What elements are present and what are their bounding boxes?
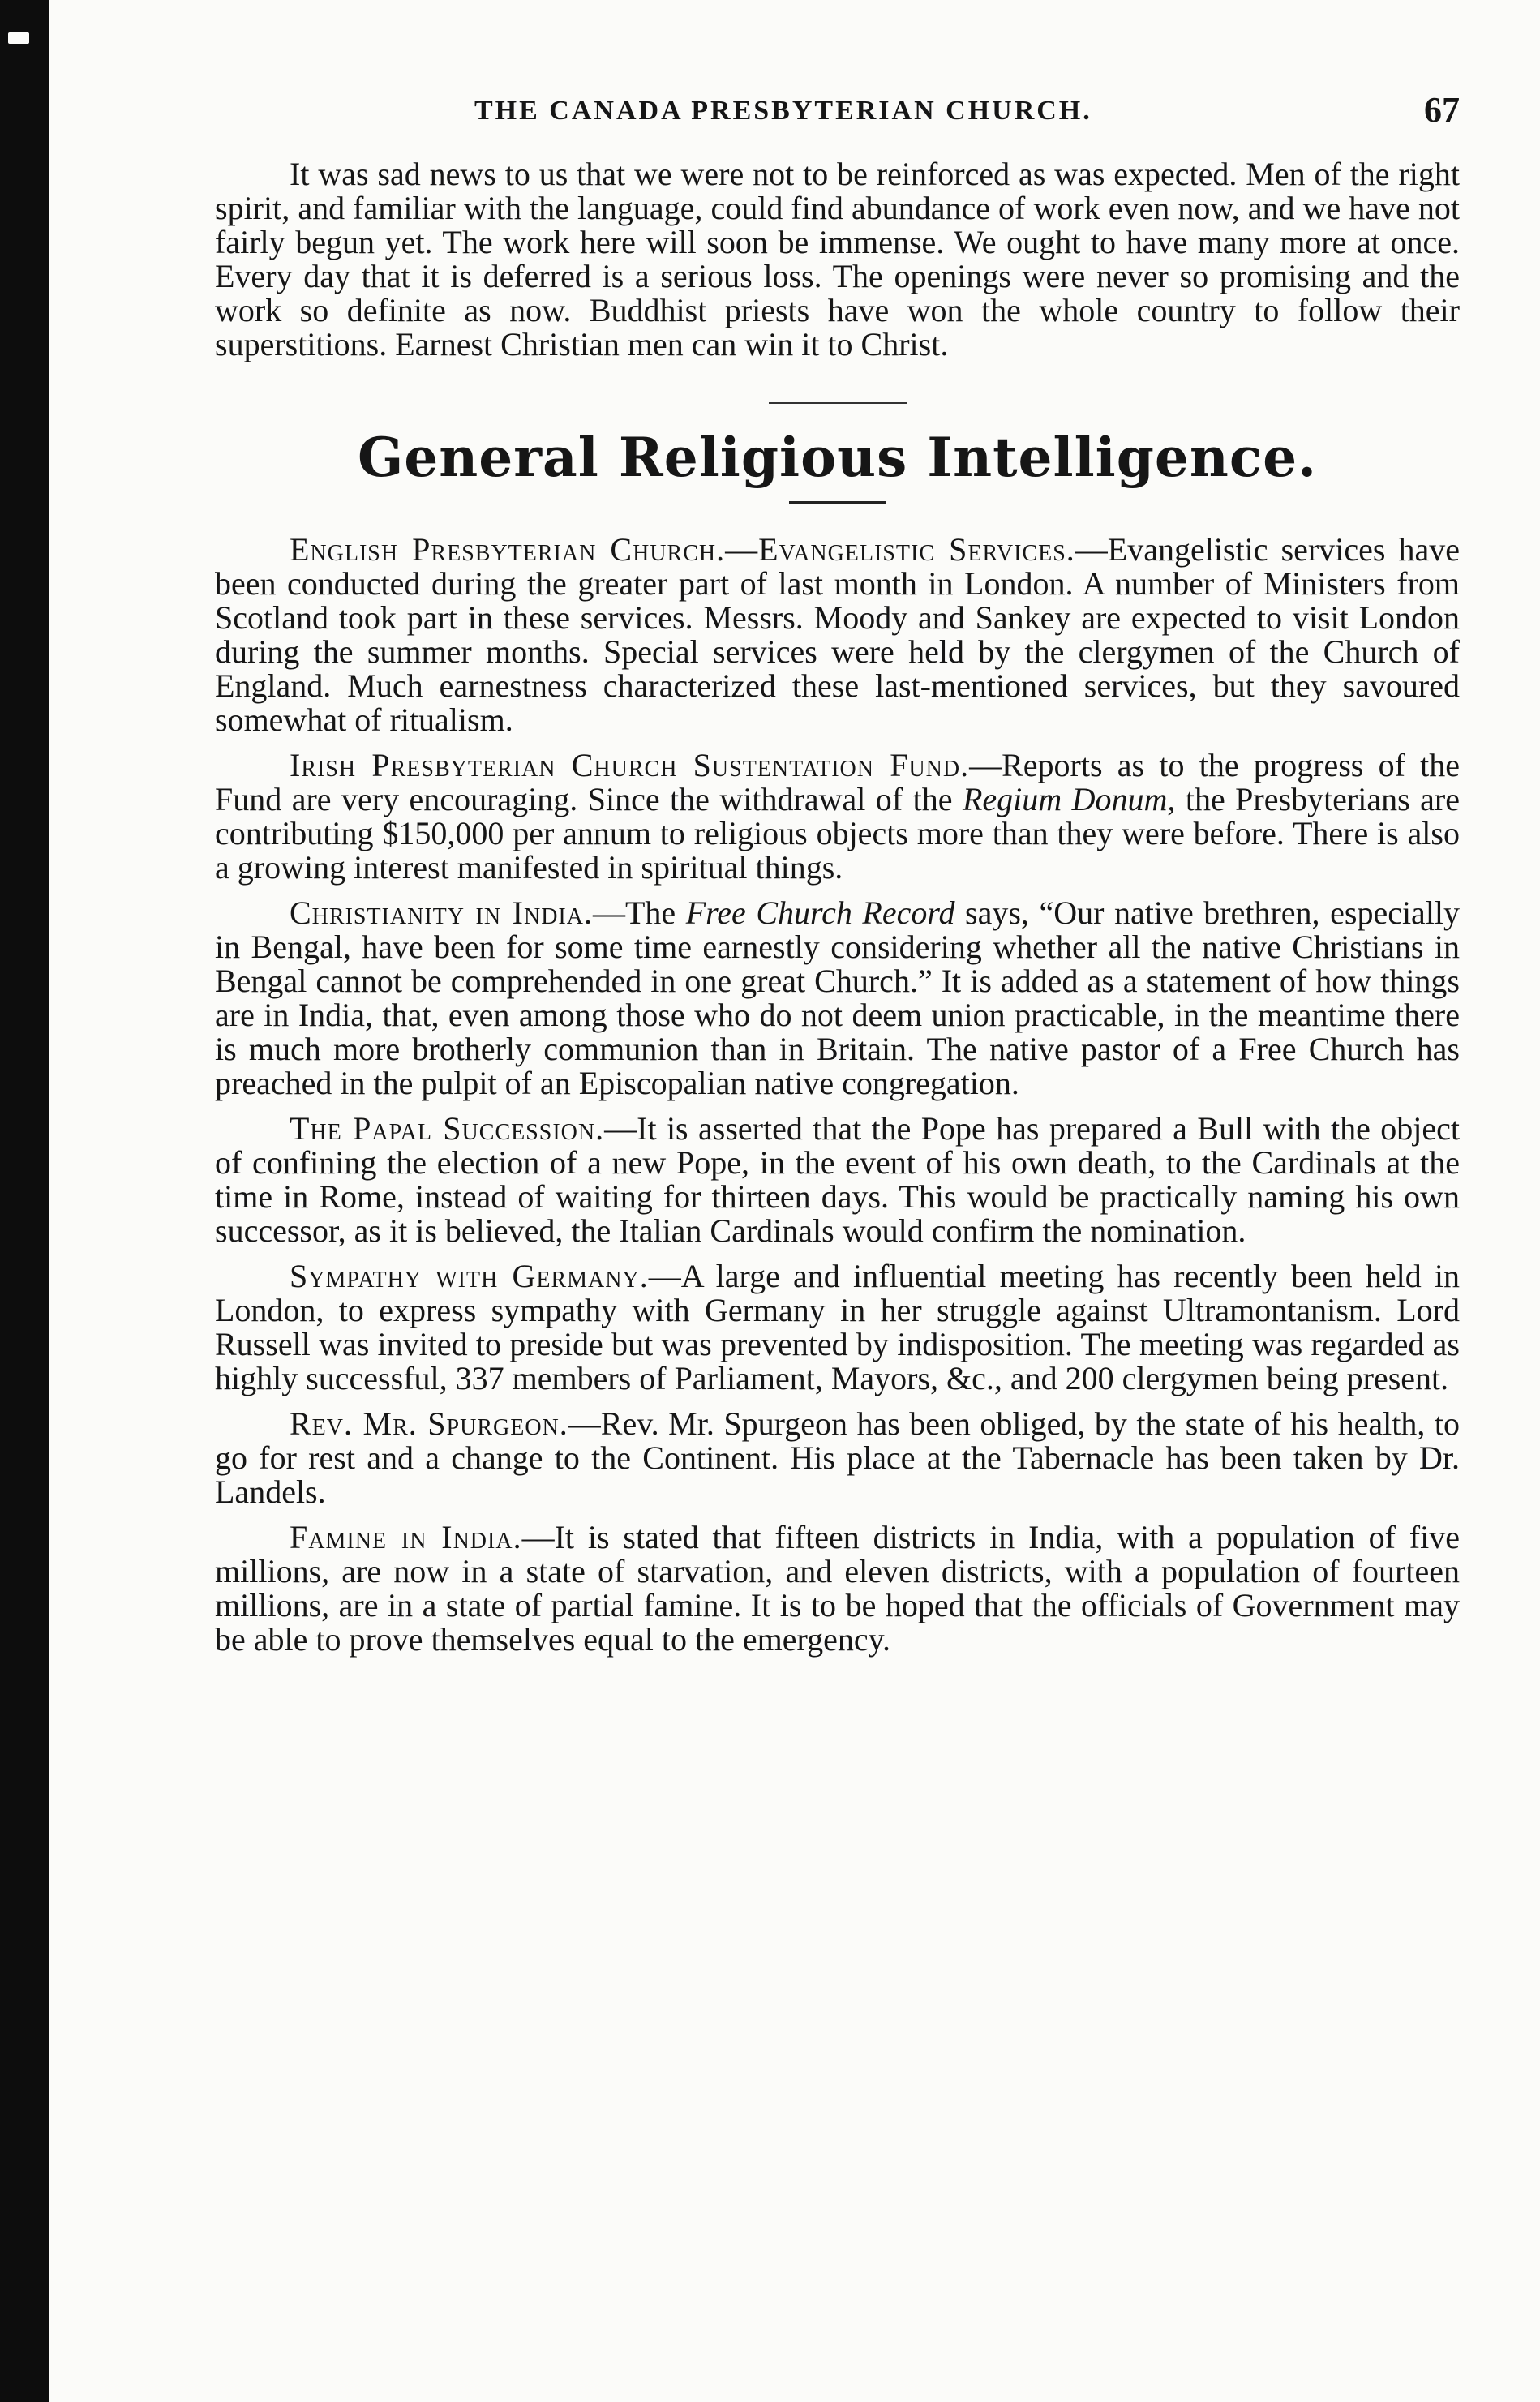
item-heading: The Papal Succession. bbox=[290, 1110, 605, 1147]
item-body: —It is asserted that the Pope has prepared a Bull with the object of confining the election of a new Pope, in the event of his own death, to the Cardinals at the time in Rome, instead of waiting for thirteen days. This would be practically naming his own successor, as it is believed, the Italian Cardinals would confirm the nomination. bbox=[215, 1110, 1461, 1249]
item-christianity-india bbox=[215, 896, 1460, 1100]
scan-mark bbox=[8, 32, 29, 44]
item-spurgeon bbox=[215, 1407, 1460, 1509]
scan-gutter bbox=[0, 0, 49, 2402]
item-english-presbyterian bbox=[215, 533, 1460, 737]
item-heading: Christianity in India. bbox=[290, 894, 593, 931]
item-body: says, “Our native brethren, especially in Bengal, have been for some time earnestly considering whether all the native Christians in Bengal cannot be comprehended in one great Church.” It is added as a statement of how things are in India, that, even among those who do not deem union practicable, in the meantime there is much more brotherly communion than in Britain. The native pastor of a Free Church has preached in the pulpit of an Episcopalian native congregation. bbox=[215, 894, 1461, 1101]
item-papal-succession bbox=[215, 1112, 1460, 1248]
section-heading: General Religious Intelligence. bbox=[357, 426, 1318, 489]
item-sympathy-germany bbox=[215, 1259, 1460, 1396]
item-body: —A large and influential meeting has recently been held in London, to express sympathy with Germany in her struggle against Ultramontanism. Lord Russell was invited to preside but was prevented by indisposition. The meeting was regarded as highly successful, 337 members of Parliament, Mayors, &c., and 200 clergymen being present. bbox=[215, 1258, 1461, 1396]
item-italic: Regium Donum, bbox=[962, 781, 1176, 817]
item-heading: English Presbyterian Church.—Evangelistic Services. bbox=[290, 531, 1075, 568]
item-body: —Rev. Mr. Spurgeon has been obliged, by the state of his health, to go for rest and a change to the Continent. His place at the Tabernacle has been taken by Dr. Landels. bbox=[215, 1405, 1460, 1510]
running-head bbox=[215, 89, 1460, 138]
item-famine-india bbox=[215, 1521, 1460, 1657]
item-italic: Free Church Record bbox=[685, 894, 955, 931]
item-body: —Evangelistic services have been conducted during the greater part of last month in London. A number of Ministers from Scotland took part in these services. Messrs. Moody and Sankey are expected to visit London during the summer months. Special services were held by the clergymen of the Church of England. Much earnestness characterized these last-mentioned services, but they savoured somewhat of ritualism. bbox=[215, 531, 1460, 738]
item-heading: Sympathy with Germany. bbox=[290, 1258, 649, 1294]
item-body: —Reports as to the progress of the Fund are very encouraging. Since the withdrawal of the bbox=[215, 747, 1460, 817]
heading-rule bbox=[789, 501, 886, 504]
separator-rule bbox=[769, 402, 907, 404]
intro-paragraph: It was sad news to us that we were not to be reinforced as was expected. Men of the right spirit, and familiar with the language, could find abundance of work even now, and we have not fairly begun yet. The work here will soon be immense. We ought to have many more at once. Every day that it is deferred is a serious loss. The openings were never so promising and the work so definite as now. Buddhist priests have won the whole country to follow their superstitions. Earnest Christian men can win it to Christ. bbox=[215, 156, 1460, 362]
running-title: THE CANADA PRESBYTERIAN CHURCH. bbox=[474, 96, 1092, 126]
item-body: —The bbox=[592, 894, 686, 931]
item-irish-presbyterian bbox=[215, 748, 1460, 885]
page bbox=[215, 89, 1460, 1668]
item-body: the Presbyterians are contributing $150,000 per annum to religious objects more than they were before. There is also a growing interest manifested in spiritual things. bbox=[215, 781, 1460, 886]
item-body: —It is stated that fifteen districts in India, with a population of five millions, are now in a state of starvation, and eleven districts, with a population of fourteen millions, are in a state of partial famine. It is to be hoped that the officials of Government may be able to prove themselves equal to the emergency. bbox=[215, 1519, 1460, 1658]
page-number: 67 bbox=[1424, 90, 1460, 130]
item-heading: Irish Presbyterian Church Sustentation Fund. bbox=[290, 747, 970, 783]
item-heading: Famine in India. bbox=[290, 1519, 522, 1555]
item-heading: Rev. Mr. Spurgeon. bbox=[290, 1405, 568, 1442]
